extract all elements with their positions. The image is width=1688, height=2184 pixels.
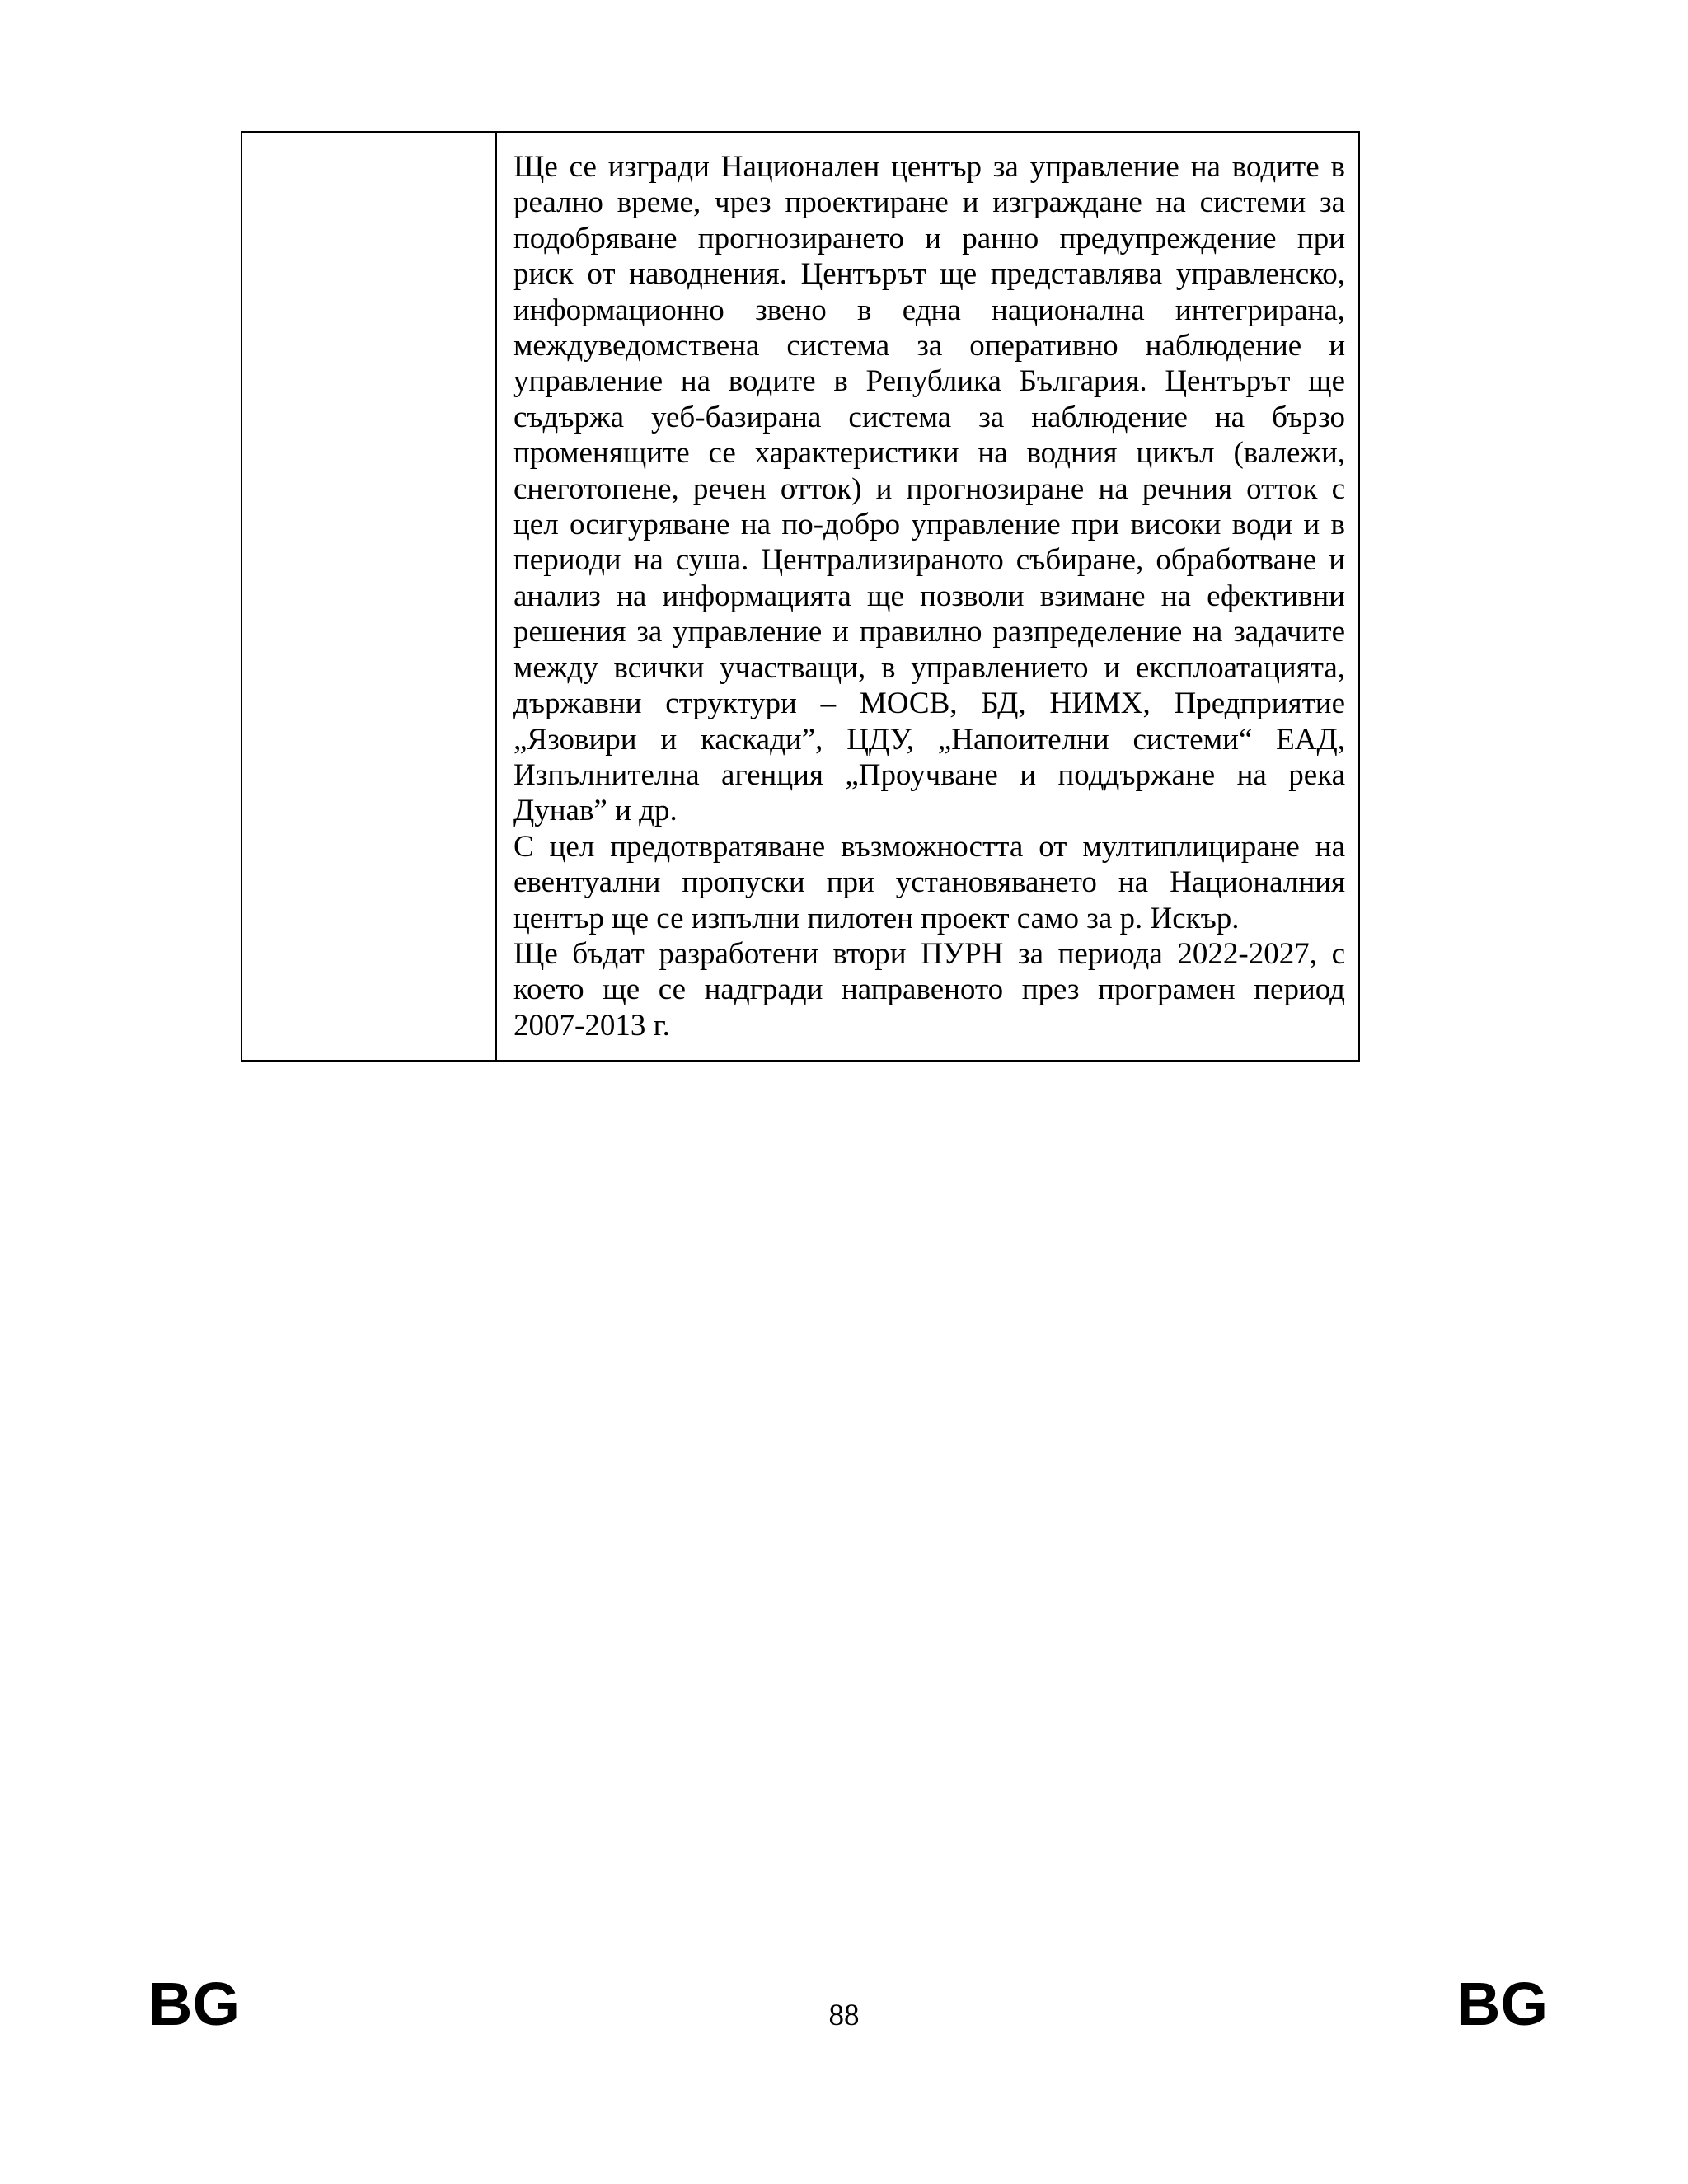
footer-language-code-left: BG (148, 1970, 240, 2038)
page-number: 88 (828, 1999, 860, 2032)
content-table (241, 131, 1360, 1062)
table-row (241, 132, 1359, 1061)
cell-text-block (497, 133, 1358, 1060)
paragraph-national-center: Ще се изгради Национален център за управление на водите в реално време, чрез проектиране и изграждане на системи за подобряване прогнозирането и ранно предупреждение при риск от наводнения. Центърът ще представлява управленско, информационно звено в една национална интегрирана, междуведомствена система за оперативно наблюдение и управление на водите в Република България. Центърът ще съдържа уеб-базирана система за наблюдение на бързо променящите се характеристики на водния цикъл (валежи, снеготопене, речен отток) и прогнозиране на речния отток с цел осигуряване на по-добро управление при високи води и в периоди на суша. Централизираното събиране, обработване и анализ на информацията ще позволи взимане на ефективни решения за управление и правилно разпределение на задачите между всички участващи, в управлението и експлоатацията, държавни структури – МОСВ, БД, НИМХ, Предприятие „Язовири и каскади”, ЦДУ, „Напоителни системи“ ЕАД, Изпълнителна агенция „Проучване и поддържане на река Дунав” и др. (513, 150, 1345, 828)
footer-language-code-right: BG (1456, 1970, 1548, 2038)
paragraph-pilot-project: С цел предотвратяване възможността от мултиплициране на евентуални пропуски при установяването на Националния център ще се изпълни пилотен проект само за р. Искър. (513, 829, 1345, 935)
table-cell-empty (241, 132, 496, 1061)
paragraph-second-plan: Ще бъдат разработени втори ПУРН за периода 2022-2027, с което ще се надгради направеното през програмен период 2007-2013 г. (513, 936, 1345, 1043)
table-cell-text (496, 132, 1359, 1061)
